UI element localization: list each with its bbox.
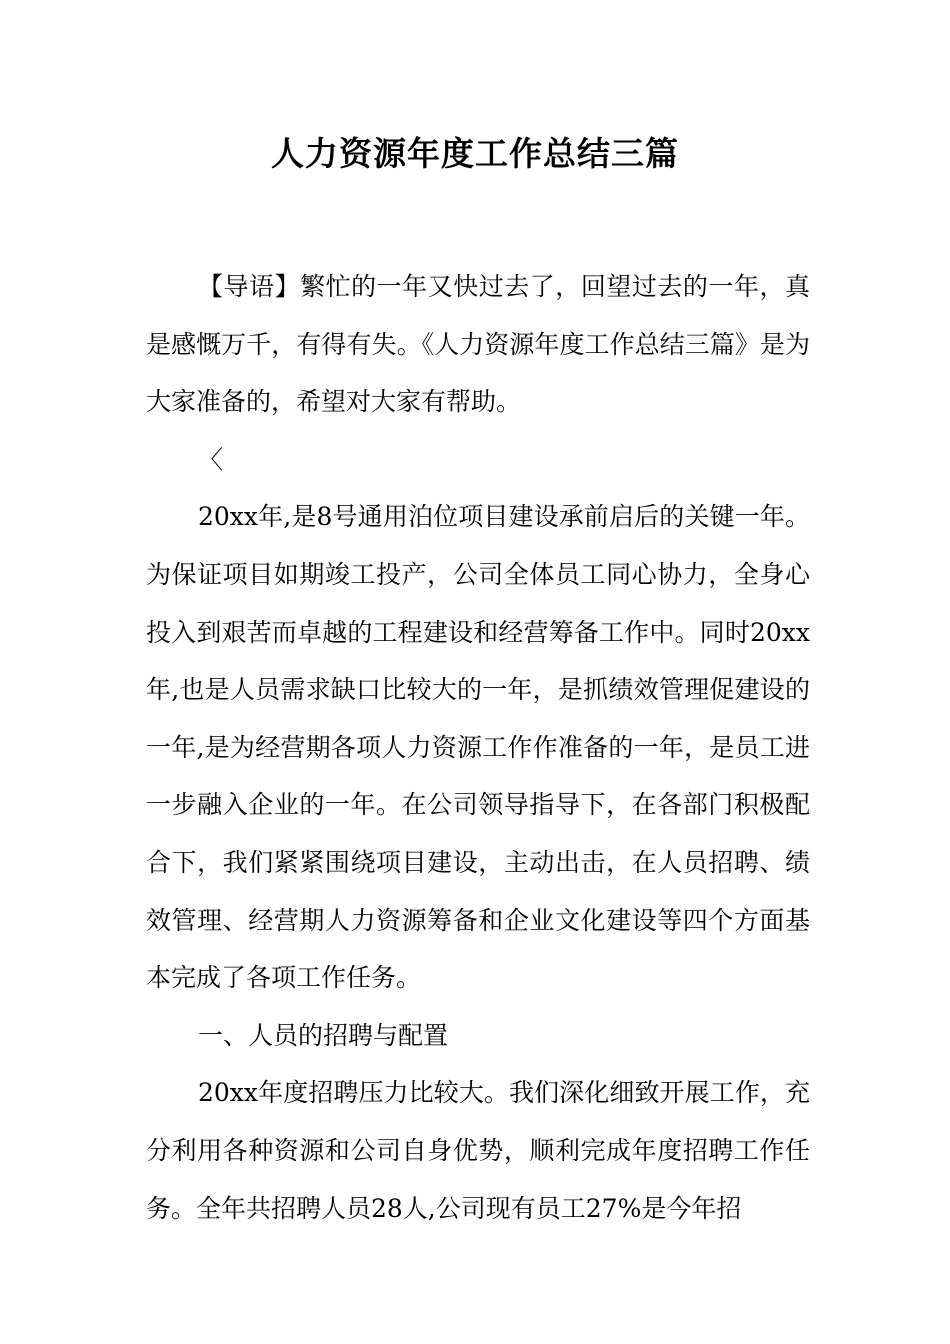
document-body [146,258,810,1237]
body-paragraph: 20xx年度招聘压力比较大。我们深化细致开展工作，充分利用各种资源和公司自身优势，顺利完成年度招聘工作任务。全年共招聘人员28人,公司现有员工27%是今年招 [146,1078,810,1223]
document-title: 人力资源年度工作总结三篇 [271,134,679,173]
intro-paragraph: 【导语】繁忙的一年又快过去了，回望过去的一年，真是感慨万千，有得有失。《人力资源年度工作总结三篇》是为大家准备的，希望对大家有帮助。 [146,272,810,417]
body-paragraph: 20xx年,是8号通用泊位项目建设承前启后的关键一年。为保证项目如期竣工投产，公司全体员工同心协力，全身心投入到艰苦而卓越的工程建设和经营筹备工作中。同时20xx年,也是人员需求缺口比较大的一年，是抓绩效管理促建设的一年,是为经营期各项人力资源工作作准备的一年，是员工进一步融入企业的一年。在公司领导指导下，在各部门积极配合下，我们紧紧围绕项目建设，主动出击，在人员招聘、绩效管理、经营期人力资源筹备和企业文化建设等四个方面基本完成了各项工作任务。 [146,502,810,993]
section-heading: 一、人员的招聘与配置 [198,1020,449,1050]
bracket-line: 〈 [198,444,224,474]
